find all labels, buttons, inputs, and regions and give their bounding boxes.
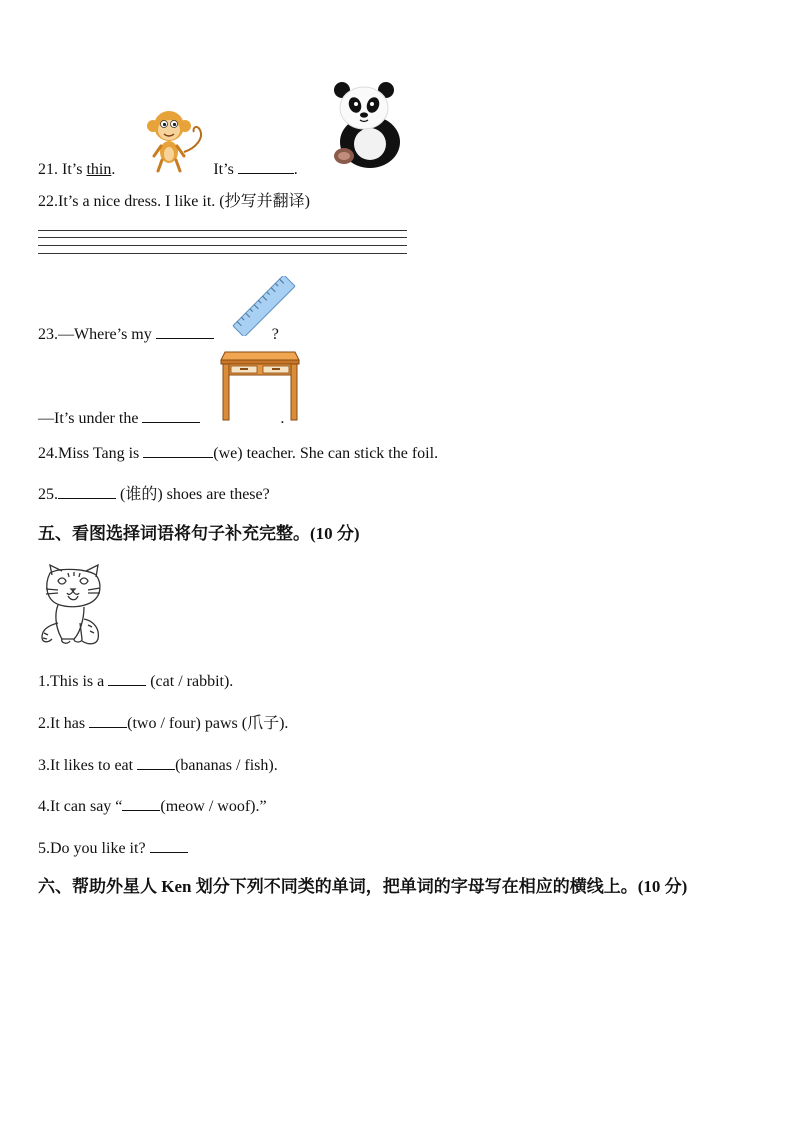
question-22: 22.It’s a nice dress. I like it. (抄写并翻译) <box>38 193 310 210</box>
section-5-item-5: 5.Do you like it? <box>38 837 188 859</box>
section-5-item-1: 1.This is a (cat / rabbit). <box>38 670 233 692</box>
section-5-item-2: 2.It has (two / four) paws (爪子). <box>38 712 288 734</box>
answer-blank-s5-1[interactable] <box>108 670 146 686</box>
question-21: 21. It’s thin. It’s . <box>38 158 298 180</box>
answer-blank-s5-5[interactable] <box>150 837 188 853</box>
section-6-heading: 六、帮助外星人 Ken 划分下列不同类的单词，把单词的字母写在相应的横线上。(10 分) <box>38 877 688 896</box>
writing-line-1[interactable] <box>38 230 407 231</box>
answer-blank-23b[interactable] <box>142 407 200 423</box>
writing-line-2[interactable] <box>38 237 407 238</box>
answer-blank-s5-2[interactable] <box>89 712 127 728</box>
writing-line-3[interactable] <box>38 245 407 246</box>
section-5-item-3: 3.It likes to eat (bananas / fish). <box>38 754 278 776</box>
answer-blank-23a[interactable] <box>156 323 214 339</box>
writing-line-4[interactable] <box>38 253 407 254</box>
cat-icon <box>38 563 110 649</box>
question-25: 25. (谁的) shoes are these? <box>38 483 270 505</box>
answer-blank-24[interactable] <box>143 442 213 458</box>
section-5-heading: 五、看图选择词语将句子补充完整。(10 分) <box>38 524 360 543</box>
question-23-line-2: —It’s under the . <box>38 407 284 429</box>
answer-blank-25[interactable] <box>58 483 116 499</box>
section-5-item-4: 4.It can say “ (meow / woof).” <box>38 795 267 817</box>
underlined-word: thin <box>86 161 112 178</box>
question-23-line-1: 23.—Where’s my ? <box>38 323 279 345</box>
panda-icon <box>328 78 408 170</box>
answer-blank-21[interactable] <box>238 158 294 174</box>
question-24: 24.Miss Tang is (we) teacher. She can stick the foil. <box>38 442 438 464</box>
answer-blank-s5-3[interactable] <box>137 754 175 770</box>
answer-blank-s5-4[interactable] <box>122 795 160 811</box>
